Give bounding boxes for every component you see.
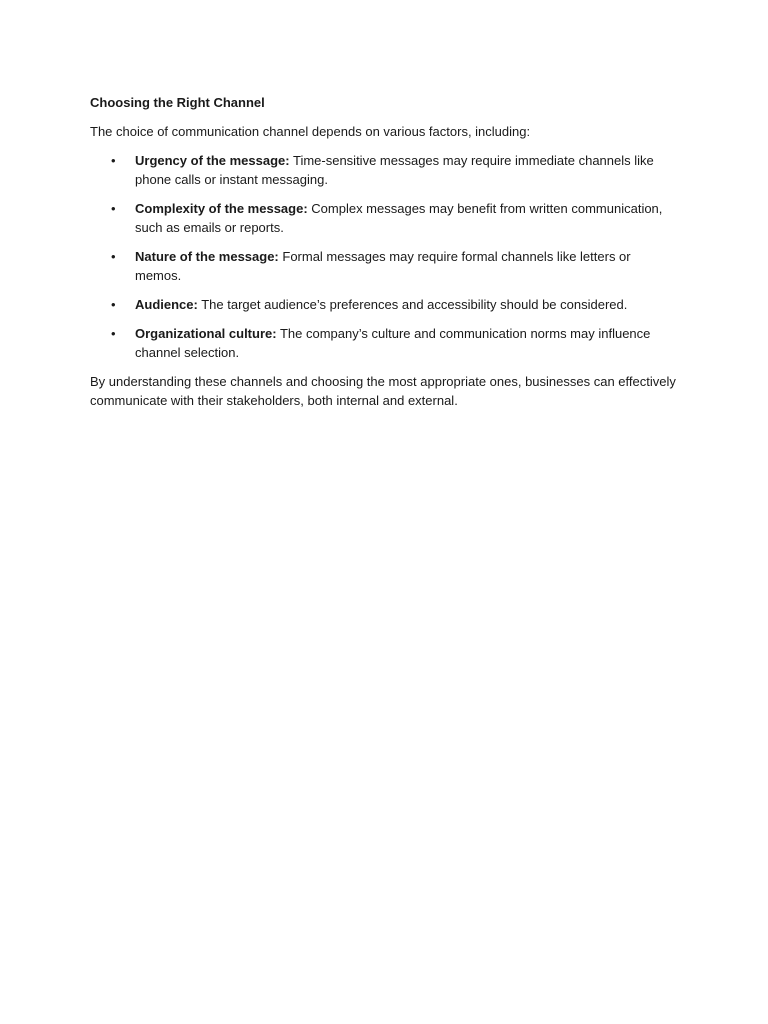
factors-list [90, 151, 680, 362]
list-item-term: Organizational culture: [135, 326, 277, 341]
bullet-icon: • [111, 201, 116, 216]
list-item-term: Urgency of the message: [135, 153, 290, 168]
list-item [90, 324, 680, 362]
bullet-icon: • [111, 153, 116, 168]
list-item [90, 151, 680, 189]
list-item-text: Complex messages may benefit from written communication, such as emails or reports. [135, 201, 663, 235]
document-page [90, 93, 680, 410]
list-item [90, 199, 680, 237]
bullet-icon: • [111, 249, 116, 264]
bullet-icon: • [111, 297, 116, 312]
section-heading: Choosing the Right Channel [90, 95, 265, 110]
list-item [90, 295, 680, 314]
closing-paragraph: By understanding these channels and choosing the most appropriate ones, businesses can effectively communicate with their stakeholders, both internal and external. [90, 374, 676, 408]
bullet-icon: • [111, 326, 116, 341]
list-item-term: Complexity of the message: [135, 201, 308, 216]
list-item-text: The company’s culture and communication norms may influence channel selection. [135, 326, 651, 360]
list-item-text: The target audience’s preferences and accessibility should be considered. [197, 297, 628, 312]
intro-paragraph: The choice of communication channel depends on various factors, including: [90, 124, 531, 139]
list-item-text: Formal messages may require formal channels like letters or memos. [135, 249, 631, 283]
list-item-text: Time-sensitive messages may require immediate channels like phone calls or instant messaging. [135, 153, 654, 187]
list-item-term: Audience: [135, 297, 198, 312]
list-item [90, 247, 680, 285]
list-item-term: Nature of the message: [135, 249, 279, 264]
